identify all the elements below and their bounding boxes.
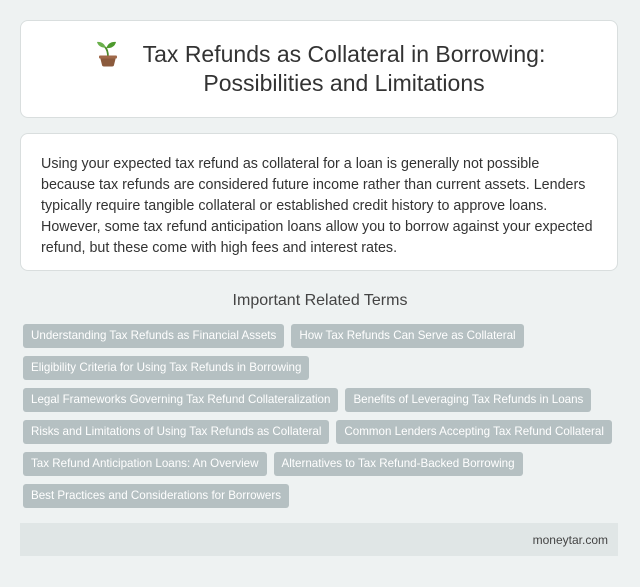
footer <box>20 523 618 556</box>
related-terms-heading: Important Related Terms <box>232 292 408 309</box>
related-term-tag[interactable]: Legal Frameworks Governing Tax Refund Collateralization <box>23 388 338 412</box>
related-term-tag[interactable]: Benefits of Leveraging Tax Refunds in Loans <box>345 388 591 412</box>
summary-card <box>20 133 618 271</box>
related-term-tag[interactable]: Alternatives to Tax Refund-Backed Borrowing <box>274 452 523 476</box>
related-term-tag[interactable]: Risks and Limitations of Using Tax Refunds as Collateral <box>23 420 329 444</box>
footer-site-link[interactable]: moneytar.com <box>532 532 608 547</box>
related-term-tag[interactable]: Common Lenders Accepting Tax Refund Collateral <box>336 420 612 444</box>
related-terms-list <box>23 324 623 508</box>
title-row <box>93 40 546 98</box>
related-term-tag[interactable]: Tax Refund Anticipation Loans: An Overview <box>23 452 267 476</box>
title-card <box>20 20 618 118</box>
page-title: Tax Refunds as Collateral in Borrowing: Possibilities and Limitations <box>142 41 546 96</box>
related-term-tag[interactable]: Best Practices and Considerations for Borrowers <box>23 484 289 508</box>
seedling-icon <box>93 38 123 68</box>
related-term-tag[interactable]: Understanding Tax Refunds as Financial Assets <box>23 324 284 348</box>
related-term-tag[interactable]: Eligibility Criteria for Using Tax Refunds in Borrowing <box>23 356 309 380</box>
summary-text: Using your expected tax refund as collateral for a loan is generally not possible because tax refunds are considered future income rather than current assets. Lenders typically require tangible collateral or established credit history to approve loans. However, some tax refund anticipation loans allow you to borrow against your expected refund, but these come with high fees and interest rates. <box>41 156 593 256</box>
related-term-tag[interactable]: How Tax Refunds Can Serve as Collateral <box>291 324 523 348</box>
